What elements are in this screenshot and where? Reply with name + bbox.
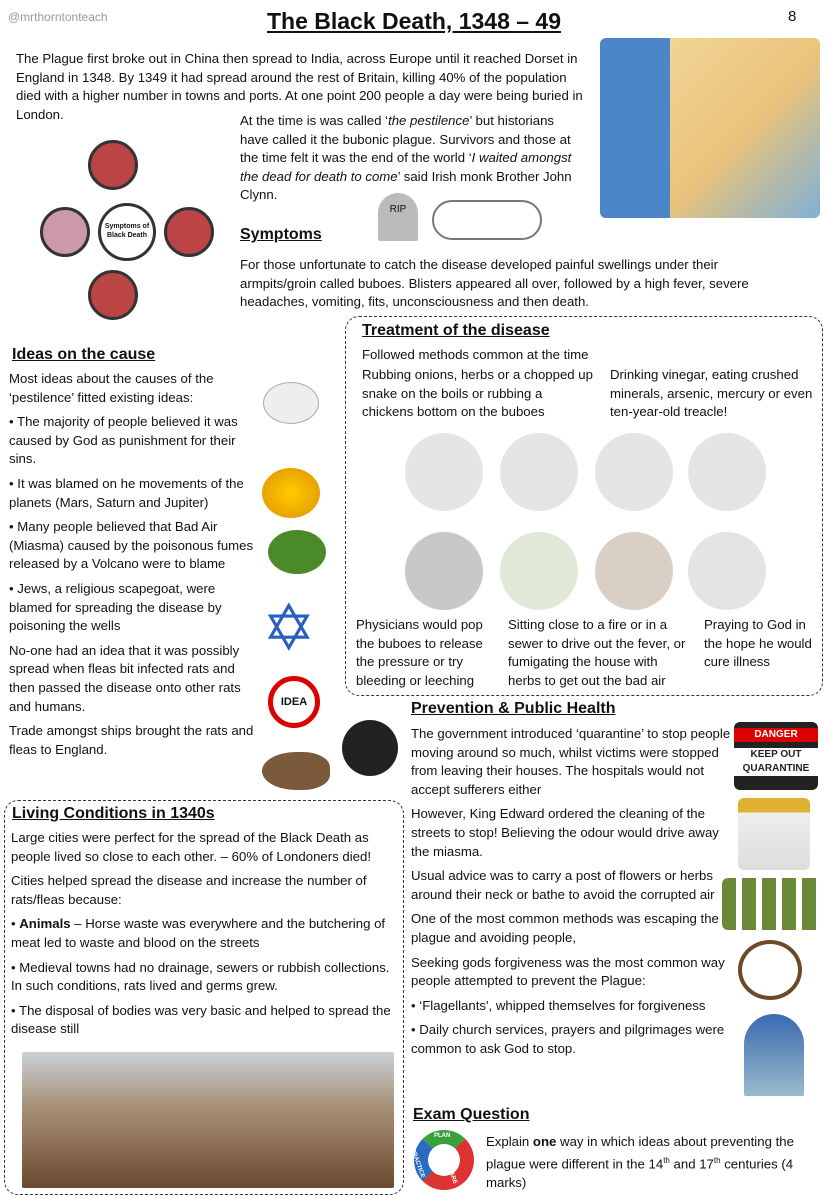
miasma-cloud-icon <box>268 530 326 574</box>
cause-list: Most ideas about the causes of the ‘pestilence’ fitted existing ideas: • The majority of people believed it was caused by God as punishment for their sins. • It was blamed on he movements of the planets (Mars, Saturn and Jupiter) • Many people believed that Bad Air (Miasma) caused by the poisonous fumes released by a Volcano were to blame • Jews, a religious scapegoat, were blamed for spreading the disease by poisoning the wells No-one had an idea that it was possibly spread when fleas bit infected rats and then passed the disease onto other rats and humans. Trade amongst ships brought the rats and fleas to England. <box>9 371 254 757</box>
cycle-label-practice: PRACTICE <box>409 1148 426 1179</box>
quarantine-sign: DANGER KEEP OUT QUARANTINE <box>734 722 818 790</box>
treatment-praying: Praying to God in the hope he would cure illness <box>704 617 812 670</box>
whip-image <box>738 940 802 1000</box>
gravestone-icon: RIP <box>378 193 418 241</box>
plan-prepare-practice-cycle-icon <box>409 1128 476 1192</box>
skeleton-image <box>432 200 542 240</box>
prevention-heading: Prevention & Public Health <box>411 700 616 717</box>
planets-icon <box>262 468 320 518</box>
living-heading: Living Conditions in 1340s <box>12 805 215 822</box>
king-edward-image <box>738 798 810 870</box>
cycle-label-plan: PLAN <box>434 1133 451 1139</box>
church-window-icon <box>744 1014 804 1096</box>
treatment-vinegar: Drinking vinegar, eating crushed minerals, arsenic, mercury or even ten-year-old treacle! <box>610 367 813 420</box>
intro-paragraph: The Plague first broke out in China then spread to India, across Europe until it reached Dorset in England in 1348. By 1349 it had spread around the rest of Britain, killing 40% of the population died with a higher number in towns and ports. At one point 200 people a day were being buried in London. <box>16 51 583 122</box>
symptoms-text: For those unfortunate to catch the disease developed painful swellings under their armpits/groin called buboes. Blisters appeared all over, followed by a high fever, severe headaches, vomiting, fits, unconsciousness and then death. <box>240 257 749 310</box>
page-title: The Black Death, 1348 – 49 <box>266 8 562 34</box>
exam-heading: Exam Question <box>413 1106 530 1123</box>
no-idea-icon: IDEA <box>268 676 320 728</box>
treatment-heading: Treatment of the disease <box>362 322 550 339</box>
treatment-intro: Followed methods common at the time <box>362 347 589 362</box>
rat-image <box>262 752 330 790</box>
treatment-physicians: Physicians would pop the buboes to release the pressure or try bleeding or leeching <box>356 617 483 688</box>
skull-seal-icon <box>342 720 398 776</box>
star-of-david-icon: ✡ <box>262 592 316 664</box>
living-text: Large cities were perfect for the spread of the Black Death as people lived so close to each other. – 60% of Londoners died! Cities helped spread the disease and increase the number of rats/fleas because: • Animals – Horse waste was everywhere and the butchering of meat led to waste and blood on the streets • Medieval towns had no drainage, sewers or rubbish collections. In such conditions, rats lived and germs grew. • The disposal of bodies was very basic and helped to spread the disease still <box>11 830 391 1037</box>
cause-heading: Ideas on the cause <box>12 346 156 363</box>
symptoms-heading: Symptoms <box>240 226 322 243</box>
herbs-image <box>722 878 822 930</box>
cycle-label-prepare: PREPARE <box>442 1156 458 1185</box>
treatment-onions: Rubbing onions, herbs or a chopped up snake on the boils or rubbing a chickens bottom on the buboes <box>362 367 593 420</box>
treatment-fire: Sitting close to a fire or in a sewer to drive out the fever, or fumigating the house with herbs to get out the bad air <box>508 617 686 688</box>
exam-question: Explain one way in which ideas about preventing the plague were different in the 14th and 17th centuries (4 marks) <box>486 1134 794 1190</box>
medieval-town-painting <box>22 1052 394 1188</box>
author-handle: @mrthorntonteach <box>8 10 108 24</box>
europe-map-image <box>600 38 820 218</box>
god-cloud-icon <box>263 382 319 424</box>
page-number: 8 <box>788 8 797 25</box>
prevention-list: The government introduced ‘quarantine’ to stop people moving around so much, whilst victims were stopped from leaving their houses. The hospitals would not accept sufferers either However, King Edward ordered the cleaning of the streets to stop! Believing the odour would drive away the miasma. Usual advice was to carry a post of flowers or herbs around their neck or bathe to avoid the corrupted air One of the most common methods was escaping the plague and avoiding people, Seeking gods forgiveness was the most common way people attempted to prevent the Plague: • ‘Flagellants', whipped themselves for forgiveness • Daily church services, prayers and pilgrimages were common to ask God to stop. <box>411 726 731 1056</box>
pestilence-paragraph: At the time is was called ‘the pestilence’ but historians have called it the bubonic plague. Survivors and those at the time felt it was the end of the world ‘I waited amongst the dead for death to come’ said Irish monk Brother John Clynn. <box>240 113 572 203</box>
